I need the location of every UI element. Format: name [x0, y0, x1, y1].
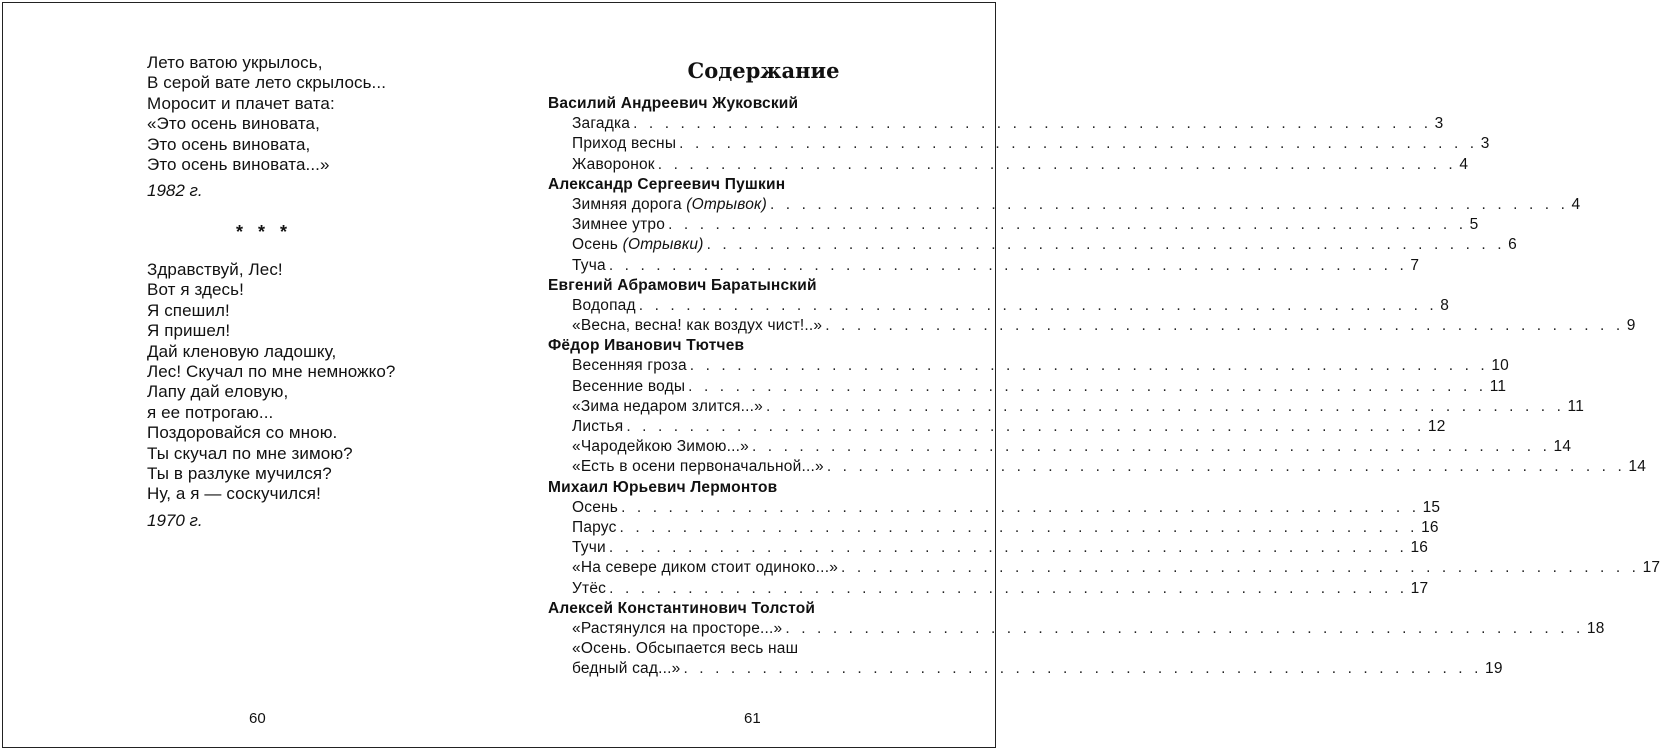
- toc-entry-title-text: Осень: [572, 498, 619, 516]
- toc-entry-title-text: Водопад: [572, 296, 636, 314]
- poem-line: Здравствуй, Лес!: [147, 260, 283, 279]
- toc-entry-title-text: «Растянулся на просторе...»: [572, 619, 783, 637]
- book-spread: [2, 2, 1660, 748]
- toc-entry-first-line[interactable]: «Осень. Обсыпается весь наш: [572, 640, 799, 658]
- toc-entry-title-text: Зимняя дорога: [572, 195, 682, 213]
- poem-line: Ты скучал по мне зимою?: [147, 443, 353, 463]
- toc-entry[interactable]: [572, 619, 1605, 639]
- toc-author: Алексей Константинович Толстой: [548, 599, 816, 617]
- toc-entry-page: 11: [1567, 397, 1585, 415]
- toc-entry-title-text: «Есть в осени первоначальной...»: [572, 458, 824, 476]
- poem-line: Я пришел!: [147, 321, 231, 341]
- toc-leader-dots: . . . . . . . . . . . . . . . . . . . . . . . . . . . . . . . . . . . . . . . . . . . . . . . . . . .: [657, 155, 1457, 173]
- toc-entry-title-text: «На севере диком стоит одиноко...»: [572, 559, 839, 577]
- toc-entry-title: [572, 296, 636, 316]
- toc-entry-page: 19: [1485, 660, 1503, 678]
- poem-line: Это осень виновата...»: [147, 154, 330, 174]
- toc-entry[interactable]: [572, 417, 1446, 437]
- toc-entry[interactable]: [572, 134, 1490, 154]
- poem-line: Ну, а я — соскучился!: [147, 484, 321, 504]
- toc-entry-title: [572, 377, 685, 397]
- toc-entry-title-text: Жаворонок: [572, 155, 655, 173]
- toc-entry-title: [572, 256, 606, 276]
- poem-line: Лес! Скучал по мне немножко?: [147, 361, 396, 381]
- toc-entry-note: (Отрывки): [622, 236, 704, 254]
- toc-entry-title: [572, 235, 704, 255]
- toc-leader-dots: . . . . . . . . . . . . . . . . . . . . . . . . . . . . . . . . . . . . . . . . . . . . . . . . . . .: [609, 579, 1408, 597]
- toc-entry[interactable]: [572, 457, 1647, 477]
- toc-leader-dots: . . . . . . . . . . . . . . . . . . . . . . . . . . . . . . . . . . . . . . . . . . . . . . . . . . .: [626, 418, 1425, 435]
- toc-entry-title: [572, 417, 623, 437]
- toc-leader-dots: . . . . . . . . . . . . . . . . . . . . . . . . . . . . . . . . . . . . . . . . . . . . . . . . . . .: [619, 518, 1419, 536]
- toc-leader-dots: . . . . . . . . . . . . . . . . . . . . . . . . . . . . . . . . . . . . . . . . . . . . . . . . . . .: [841, 559, 1640, 577]
- toc-entry[interactable]: [572, 235, 1517, 255]
- toc-entry-title: [572, 437, 749, 457]
- toc-entry-page: 14: [1553, 438, 1572, 456]
- toc-entry[interactable]: [572, 296, 1450, 316]
- toc-entry-page: 15: [1422, 498, 1441, 516]
- toc-entry[interactable]: [572, 215, 1479, 235]
- toc-entry-title: [572, 397, 763, 417]
- toc-entry-title: [572, 579, 606, 599]
- toc-entry-title-text: Весенняя гроза: [572, 357, 687, 375]
- toc-entry-title: [572, 316, 822, 336]
- poem-line: Моросит и плачет вата:: [147, 93, 335, 113]
- toc-entry-page: 17: [1410, 579, 1429, 597]
- toc-entry-title-text: Осень: [572, 236, 619, 254]
- toc-entry-page: 5: [1469, 216, 1479, 234]
- toc-entry[interactable]: [572, 256, 1420, 276]
- toc-entry-title-text: Зимнее утро: [572, 216, 666, 234]
- toc-entry[interactable]: [572, 498, 1441, 518]
- toc-entry[interactable]: [572, 397, 1585, 417]
- toc-entry[interactable]: [572, 437, 1572, 457]
- toc-entry-page: 8: [1440, 296, 1450, 314]
- toc-entry-title: [572, 558, 838, 578]
- toc-entry-page: 3: [1480, 135, 1490, 153]
- toc-entry-page: 16: [1410, 539, 1429, 557]
- toc-entry-page: 4: [1571, 195, 1581, 213]
- poem-line: Вот я здесь!: [147, 280, 244, 300]
- poem-line: Это осень виновата,: [147, 134, 311, 154]
- section-separator: * * *: [236, 222, 293, 242]
- poem-forest: [147, 260, 487, 531]
- toc-entry-title-text: Тучи: [572, 539, 606, 557]
- toc-leader-dots: . . . . . . . . . . . . . . . . . . . . . . . . . . . . . . . . . . . . . . . . . . . . . . . . . . .: [825, 317, 1624, 335]
- toc-author: Александр Сергеевич Пушкин: [548, 175, 786, 193]
- toc-entry-title: [572, 356, 687, 376]
- left-page: [3, 3, 500, 749]
- table-of-contents: [548, 94, 1660, 679]
- toc-entry-title: [572, 619, 782, 639]
- page-number-right: 61: [744, 710, 761, 727]
- toc-leader-dots: . . . . . . . . . . . . . . . . . . . . . . . . . . . . . . . . . . . . . . . . . . . . . . . . . . .: [638, 296, 1438, 314]
- toc-entry-page: 11: [1489, 377, 1507, 395]
- toc-entry-page: 14: [1628, 458, 1647, 476]
- toc-leader-dots: . . . . . . . . . . . . . . . . . . . . . . . . . . . . . . . . . . . . . . . . . . . . . . . . . . .: [621, 498, 1420, 516]
- toc-entry-title-text: Приход весны: [572, 135, 677, 153]
- toc-entry-title-text: Загадка: [572, 115, 631, 133]
- toc-entry-title: [572, 195, 767, 215]
- toc-leader-dots: . . . . . . . . . . . . . . . . . . . . . . . . . . . . . . . . . . . . . . . . . . . . . . . . . . .: [633, 115, 1432, 133]
- toc-entry-page: 18: [1586, 619, 1605, 637]
- toc-entry-title-text: «Зима недаром злится...»: [572, 397, 763, 415]
- toc-entry-title-text: «Весна, весна! как воздух чист!..»: [572, 317, 823, 335]
- toc-entry-title: [572, 538, 606, 558]
- toc-entry-title: [572, 498, 618, 518]
- toc-leader-dots: . . . . . . . . . . . . . . . . . . . . . . . . . . . . . . . . . . . . . . . . . . . . . . . . . . .: [608, 539, 1408, 557]
- toc-entry-page: 7: [1410, 256, 1420, 274]
- toc-entry-title-text: Утёс: [572, 579, 607, 597]
- toc-entry[interactable]: [572, 356, 1509, 376]
- toc-entry-page: 12: [1427, 418, 1446, 435]
- toc-entry[interactable]: [572, 579, 1429, 599]
- toc-leader-dots: . . . . . . . . . . . . . . . . . . . . . . . . . . . . . . . . . . . . . . . . . . . . . . . . . . .: [785, 619, 1584, 637]
- toc-entry-title: [572, 134, 676, 154]
- toc-entry-page: 10: [1491, 357, 1509, 375]
- poem-autumn: [147, 53, 487, 201]
- toc-entry-page: 6: [1508, 236, 1517, 254]
- toc-leader-dots: . . . . . . . . . . . . . . . . . . . . . . . . . . . . . . . . . . . . . . . . . . . . . . . . . . .: [826, 458, 1626, 476]
- toc-entry-page: 9: [1626, 317, 1636, 335]
- toc-leader-dots: . . . . . . . . . . . . . . . . . . . . . . . . . . . . . . . . . . . . . . . . . . . . . . . . . . .: [706, 236, 1506, 254]
- toc-entry[interactable]: [572, 377, 1507, 397]
- toc-entry-title: [572, 457, 824, 477]
- toc-title: Содержание: [687, 58, 840, 83]
- toc-leader-dots: . . . . . . . . . . . . . . . . . . . . . . . . . . . . . . . . . . . . . . . . . . . . . . . . . . .: [765, 397, 1565, 415]
- toc-entry-page: 3: [1434, 115, 1444, 133]
- right-page: [500, 3, 1660, 749]
- toc-entry[interactable]: [572, 316, 1636, 336]
- toc-entry[interactable]: [572, 518, 1439, 538]
- toc-leader-dots: . . . . . . . . . . . . . . . . . . . . . . . . . . . . . . . . . . . . . . . . . . . . . . . . . . .: [668, 216, 1467, 234]
- toc-entry[interactable]: [572, 155, 1469, 175]
- page-number-left: 60: [249, 710, 266, 727]
- toc-author: Михаил Юрьевич Лермонтов: [548, 478, 778, 496]
- poem-line: Лапу дай еловую,: [147, 382, 289, 402]
- toc-leader-dots: . . . . . . . . . . . . . . . . . . . . . . . . . . . . . . . . . . . . . . . . . . . . . . . . . . .: [679, 135, 1478, 153]
- poem-line: «Это осень виновата,: [147, 114, 320, 134]
- toc-entry-title: бедный сад...»: [572, 660, 681, 678]
- toc-entry[interactable]: [572, 558, 1660, 578]
- toc-entry-title-text: Листья: [572, 418, 624, 435]
- poem-date: 1982 г.: [147, 181, 203, 201]
- toc-leader-dots: . . . . . . . . . . . . . . . . . . . . . . . . . . . . . . . . . . . . . . . . . . . . . . . . . . .: [769, 195, 1569, 213]
- toc-leader-dots: . . . . . . . . . . . . . . . . . . . . . . . . . . . . . . . . . . . . . . . . . . . . . . . . . . .: [608, 256, 1408, 274]
- poem-line: Поздоровайся со мною.: [147, 423, 338, 443]
- poem-line: Я спешил!: [147, 300, 230, 320]
- toc-entry-title: [572, 155, 655, 175]
- toc-entry-title: [572, 114, 630, 134]
- poem-line: Дай кленовую ладошку,: [147, 341, 337, 361]
- poem-line: Лето ватою укрылось,: [147, 53, 323, 72]
- toc-leader-dots: . . . . . . . . . . . . . . . . . . . . . . . . . . . . . . . . . . . . . . . . . . . . . . . . . . .: [751, 438, 1551, 456]
- poem-line: В серой вате лето скрылось...: [147, 73, 387, 93]
- toc-entry[interactable]: [572, 114, 1444, 134]
- toc-entry-title-text: «Чародейкою Зимою...»: [572, 438, 749, 456]
- toc-entry-page: 4: [1459, 155, 1469, 173]
- toc-author: Фёдор Иванович Тютчев: [548, 337, 745, 355]
- toc-entry-page: 17: [1642, 559, 1660, 577]
- toc-entry[interactable]: [572, 659, 1503, 679]
- toc-leader-dots: . . . . . . . . . . . . . . . . . . . . . . . . . . . . . . . . . . . . . . . . . . . . . . . . . . .: [688, 377, 1487, 395]
- toc-entry-title-text: Парус: [572, 518, 617, 536]
- poem-line: Ты в разлуке мучился?: [147, 463, 332, 483]
- poem-line: я ее потрогаю...: [147, 402, 274, 422]
- toc-author: Василий Андреевич Жуковский: [548, 95, 799, 112]
- toc-entry-note: (Отрывок): [686, 195, 767, 213]
- toc-entry-title-text: Весенние воды: [572, 377, 686, 395]
- toc-entry[interactable]: [572, 195, 1581, 215]
- toc-entry-title: [572, 215, 665, 235]
- toc-leader-dots: . . . . . . . . . . . . . . . . . . . . . . . . . . . . . . . . . . . . . . . . . . . . . . . . . . .: [683, 660, 1482, 678]
- toc-leader-dots: . . . . . . . . . . . . . . . . . . . . . . . . . . . . . . . . . . . . . . . . . . . . . . . . . . .: [689, 357, 1489, 375]
- toc-entry-title-text: Туча: [572, 256, 606, 274]
- toc-author: Евгений Абрамович Баратынский: [548, 276, 817, 294]
- toc-entry[interactable]: [572, 538, 1429, 558]
- poem-date: 1970 г.: [147, 510, 203, 530]
- toc-entry-page: 16: [1421, 518, 1439, 536]
- toc-entry-title: [572, 518, 617, 538]
